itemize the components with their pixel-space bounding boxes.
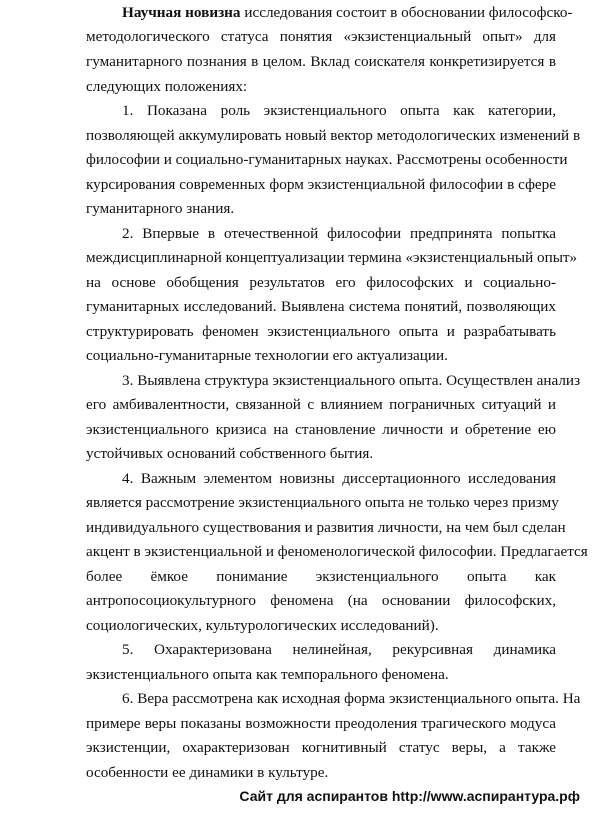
text-line: гуманитарного познания в целом. Вклад соискателя конкретизируется в [86,53,556,70]
text-line: устойчивых оснований собственного бытия. [86,445,374,462]
text-line: Научная новизна исследования состоит в обосновании философско- [122,4,573,21]
text-line: философии и социально-гуманитарных науках. Рассмотрены особенности [86,151,568,168]
text-line: 3. Выявлена структура экзистенциального опыта. Осуществлен анализ [122,372,581,389]
text-line: гуманитарного знания. [86,200,235,217]
text-line: позволяющей аккумулировать новый вектор методологических изменений в [86,127,581,144]
text-line: антропосоциокультурного феномена (на основании философских, [86,592,556,609]
text-line: структурировать феномен экзистенциального опыта и разрабатывать [86,323,556,340]
text-line: особенности ее динамики в культуре. [86,764,329,781]
site-watermark-footer: Сайт для аспирантов http://www.аспирантура.рф [239,788,580,804]
text-line: социально-гуманитарные технологии его актуализации. [86,347,448,364]
text-line: курсирования современных форм экзистенциальной философии в сфере [86,176,556,193]
text-line: 2. Впервые в отечественной философии предпринята попытка [122,225,556,242]
text-line: акцент в экзистенциальной и феноменологической философии. Предлагается [86,543,588,560]
text-line: экзистенции, охарактеризован когнитивный статус веры, а также [86,739,556,756]
text-line: более ёмкое понимание экзистенциального опыта как [86,568,556,585]
text-line: его амбивалентности, связанной с влиянием пограничных ситуаций и [86,396,556,413]
text-line: 6. Вера рассмотрена как исходная форма экзистенциального опыта. На [122,690,581,707]
text-line: методологического статуса понятия «экзистенциальный опыт» для [86,28,556,45]
text-line: 1. Показана роль экзистенциального опыта как категории, [122,102,556,119]
text-line: междисциплинарной концептуализации термина «экзистенциальный опыт» [86,249,578,266]
text-line: на основе обобщения результатов его философских и социально- [86,274,556,291]
text-line: следующих положениях: [86,78,248,95]
text-line: является рассмотрение экзистенциального опыта не только через призму [86,494,559,511]
text-line: экзистенциального кризиса на становление личности и обретение ею [86,421,556,438]
text-line: индивидуального существования и развития личности, на чем был сделан [86,519,566,536]
text-line: гуманитарных исследований. Выявлена система понятий, позволяющих [86,298,556,315]
text-line: экзистенциального опыта как темпорального феномена. [86,666,449,683]
text-line: 5. Охарактеризована нелинейная, рекурсивная динамика [122,641,556,658]
text-line: социологических, культурологических исследований). [86,617,439,634]
text-line: 4. Важным элементом новизны диссертационного исследования [122,470,556,487]
text-line: примере веры показаны возможности преодоления трагического модуса [86,715,556,732]
heading-bold: Научная новизна [122,4,241,21]
